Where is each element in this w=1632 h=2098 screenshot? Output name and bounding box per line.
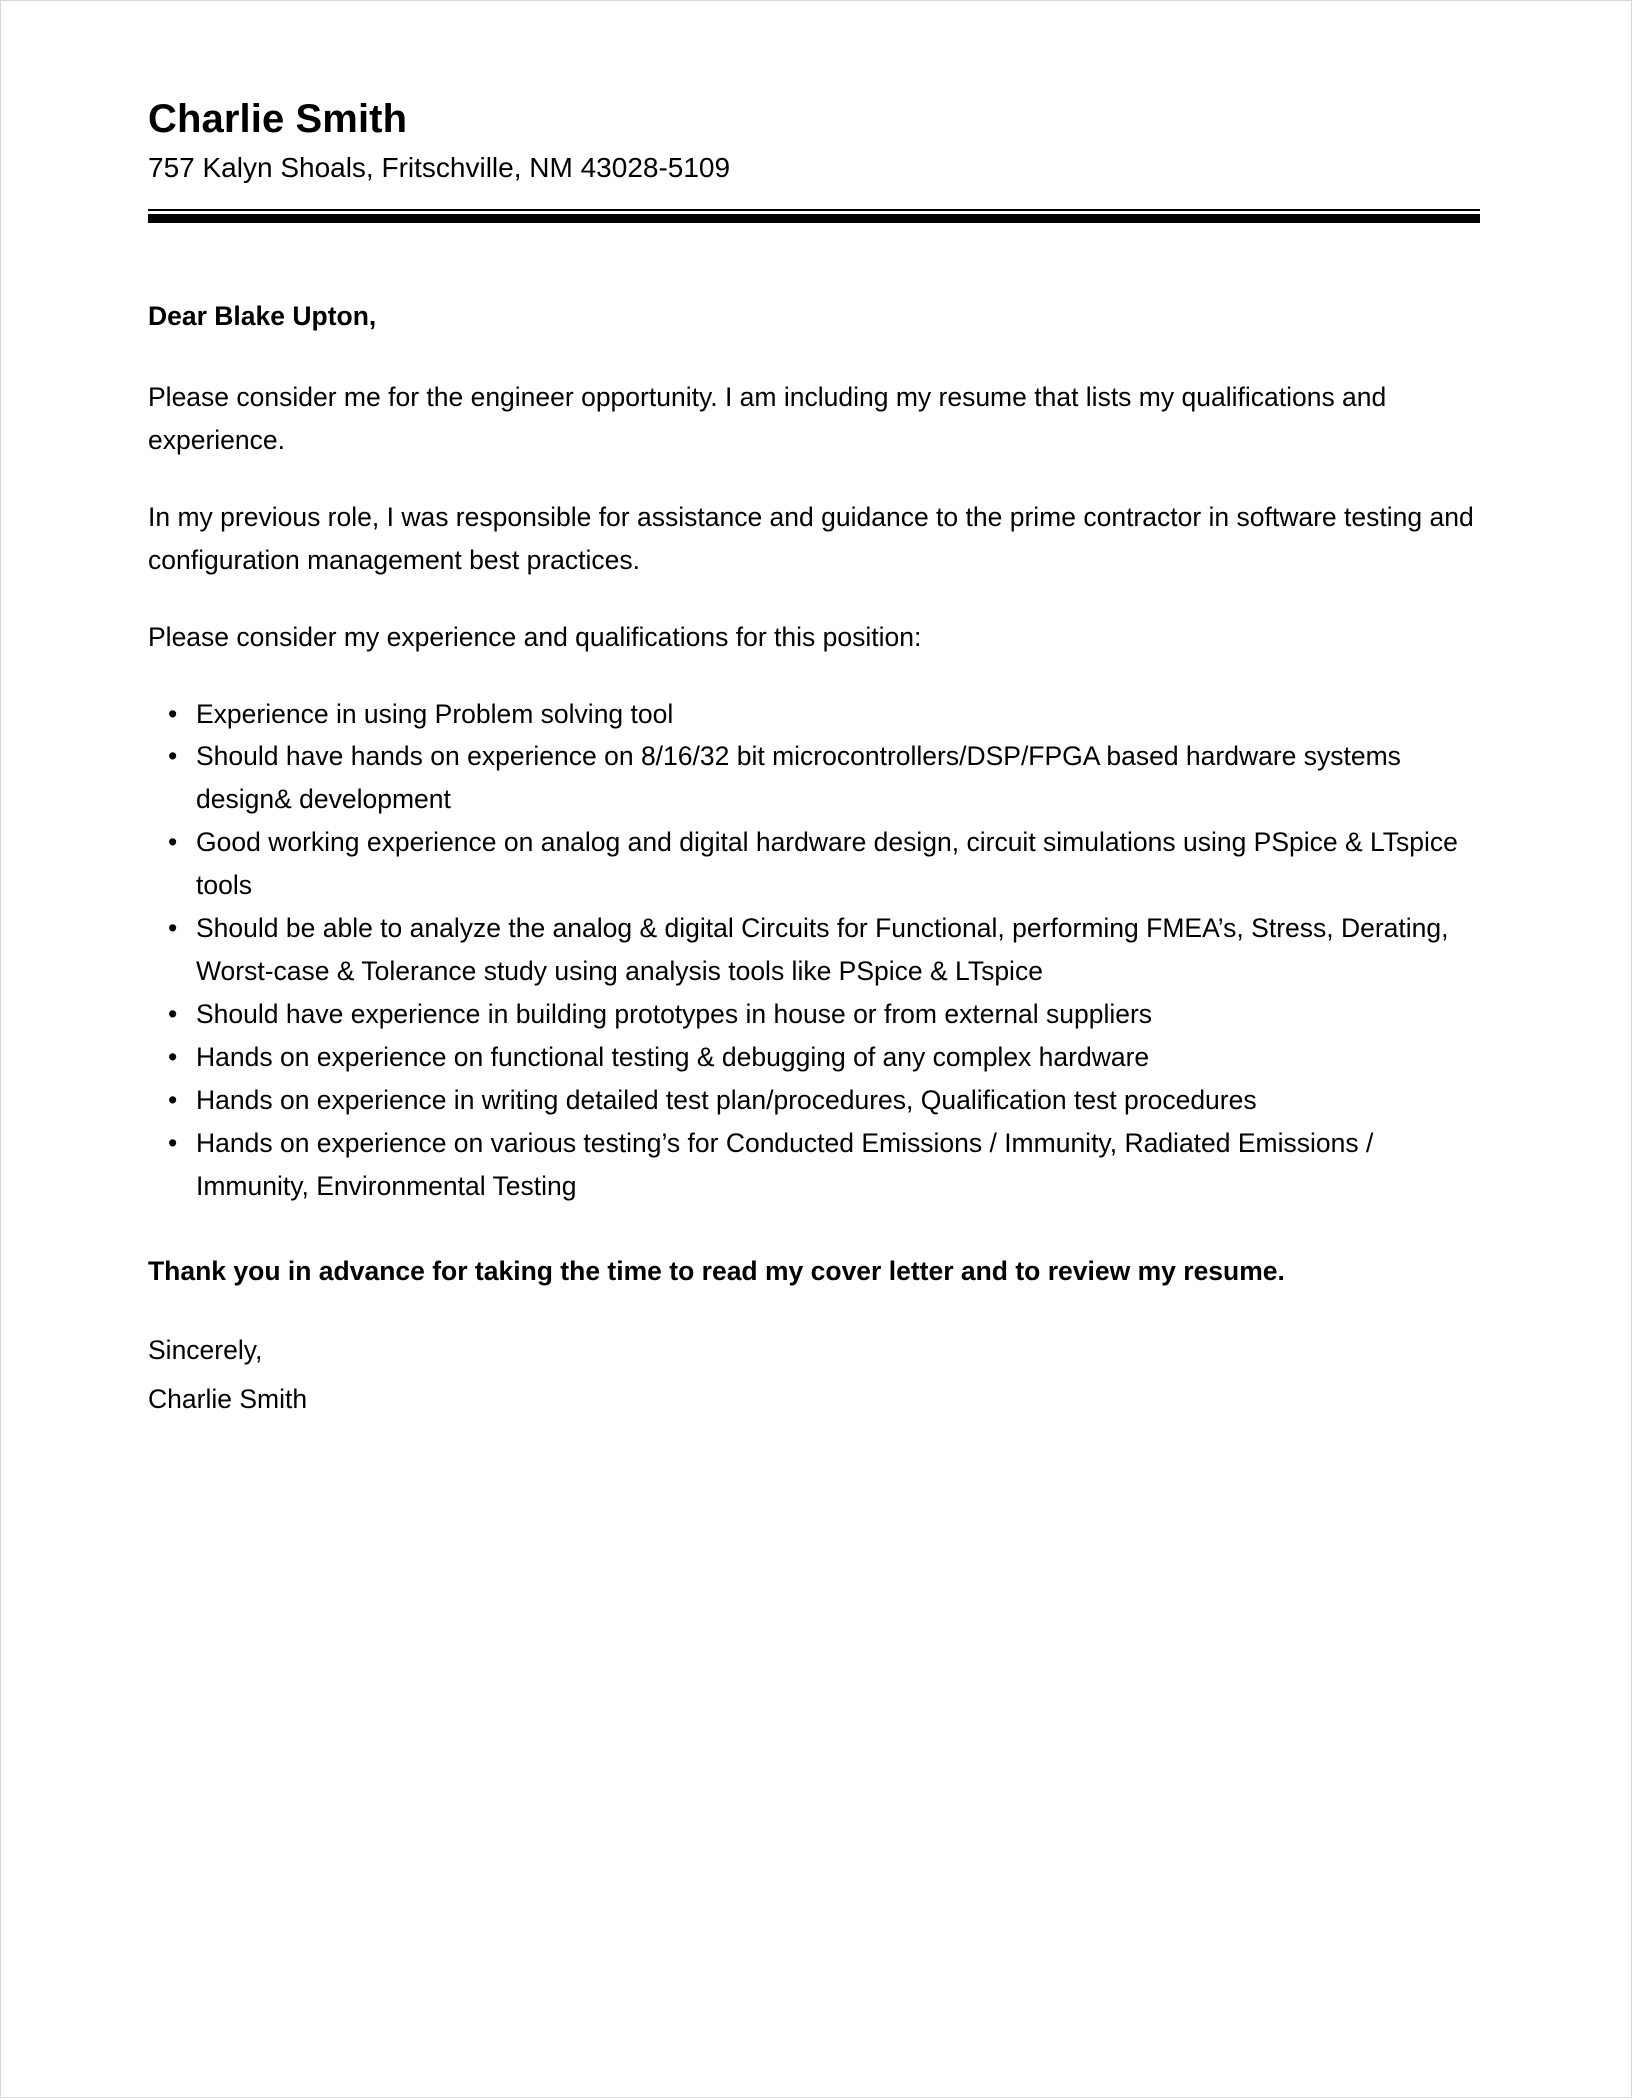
closing-statement: Thank you in advance for taking the time to read my cover letter and to review my resume.	[148, 1255, 1285, 1286]
letterhead-divider	[148, 209, 1480, 223]
list-item-text: Should be able to analyze the analog & digital Circuits for Functional, performing FMEA’s, Stress, Derating, Worst-case & Tolerance study using analysis tools like PSpice & LTspice	[196, 913, 1449, 987]
paragraph-previous-role: In my previous role, I was responsible for assistance and guidance to the prime contractor in software testing and configuration management best practices.	[148, 501, 1474, 575]
sender-address: 757 Kalyn Shoals, Fritschville, NM 43028-5109	[148, 152, 731, 184]
list-item	[148, 1079, 1480, 1122]
letterhead	[148, 96, 1480, 223]
bullet-icon: •	[168, 698, 178, 729]
list-item-text: Hands on experience on various testing’s for Conducted Emissions / Immunity, Radiated Emissions / Immunity, Environmental Testing	[196, 1127, 1374, 1201]
bullet-icon: •	[168, 741, 178, 772]
list-item	[148, 735, 1480, 821]
bullet-icon: •	[168, 998, 178, 1029]
bullet-icon: •	[168, 1041, 178, 1072]
signature-name: Charlie Smith	[148, 1384, 308, 1415]
paragraph-intro: Please consider me for the engineer opportunity. I am including my resume that lists my qualifications and experience.	[148, 381, 1387, 455]
list-item	[148, 821, 1480, 907]
list-item-text: Should have hands on experience on 8/16/32 bit microcontrollers/DSP/FPGA based hardware systems design& development	[196, 741, 1401, 815]
list-item	[148, 993, 1480, 1036]
list-item	[148, 1122, 1480, 1208]
salutation: Dear Blake Upton,	[148, 300, 377, 331]
list-item-text: Should have experience in building prototypes in house or from external suppliers	[196, 998, 1153, 1029]
signoff-text: Sincerely,	[148, 1334, 263, 1365]
bullet-icon: •	[168, 1084, 178, 1115]
list-item-text: Hands on experience in writing detailed test plan/procedures, Qualification test procedures	[196, 1084, 1257, 1115]
list-item-text: Experience in using Problem solving tool	[196, 698, 674, 729]
list-item-text: Good working experience on analog and digital hardware design, circuit simulations using PSpice & LTspice tools	[196, 827, 1458, 901]
bullet-icon: •	[168, 827, 178, 858]
qualifications-list	[148, 693, 1480, 1208]
divider-thick-bar	[148, 214, 1480, 223]
signature-block	[148, 1329, 1480, 1422]
letter-content	[148, 96, 1480, 1421]
list-item	[148, 907, 1480, 993]
letter-body	[148, 295, 1480, 1421]
list-item-text: Hands on experience on functional testing & debugging of any complex hardware	[196, 1041, 1150, 1072]
list-item	[148, 693, 1480, 736]
sender-name: Charlie Smith	[148, 97, 408, 141]
paragraph-qualifications-lead-in: Please consider my experience and qualifications for this position:	[148, 621, 922, 652]
list-item	[148, 1036, 1480, 1079]
bullet-icon: •	[168, 913, 178, 944]
bullet-icon: •	[168, 1127, 178, 1158]
